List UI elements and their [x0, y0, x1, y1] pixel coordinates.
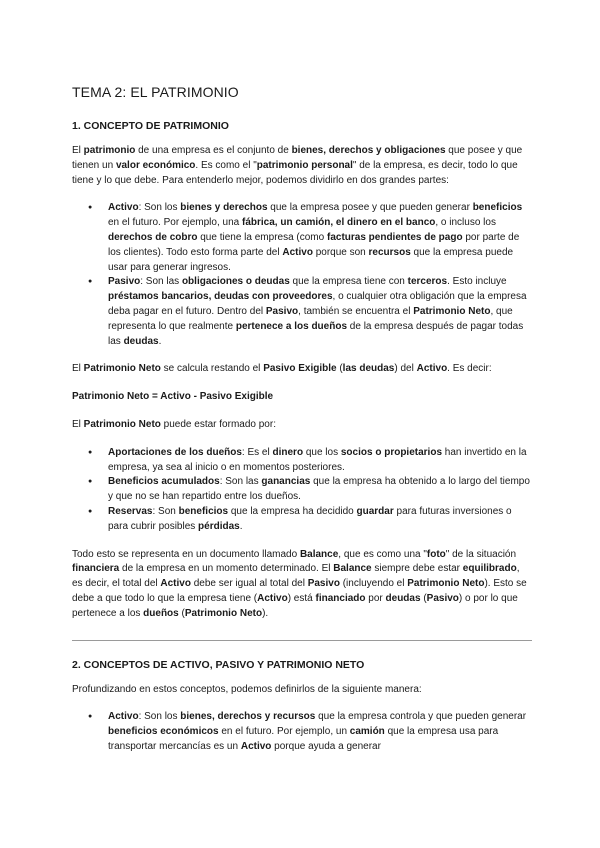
- text-run: " de la situación: [445, 548, 517, 560]
- bold-term: bienes, derechos y recursos: [180, 711, 316, 723]
- bold-term: financiera: [72, 563, 120, 575]
- text-run: que la empresa puede usar para generar ingresos.: [108, 246, 514, 273]
- section-2-intro: Profundizando en estos conceptos, podemos definirlos de la siguiente manera:: [72, 683, 422, 695]
- text-run: que tiene la empresa (como: [197, 231, 327, 243]
- text-run: , es decir, el total del: [72, 563, 520, 590]
- bold-term: Activo: [160, 578, 191, 590]
- bold-term: Pasivo Exigible: [263, 363, 337, 375]
- bold-term: valor económico: [115, 159, 196, 171]
- bold-term: Pasivo: [307, 578, 340, 590]
- bold-term: pertenece a los dueños: [235, 320, 348, 332]
- bold-term: ganancias: [261, 476, 311, 488]
- page-title: TEMA 2: EL PATRIMONIO: [72, 84, 239, 100]
- text-run: . Es decir:: [447, 363, 492, 375]
- bold-term: patrimonio personal: [256, 159, 353, 171]
- text-run: que la empresa tiene con: [289, 276, 408, 288]
- text-run: para futuras inversiones o para cubrir posibles: [108, 505, 512, 532]
- neto-calculation-text: [72, 362, 532, 377]
- text-run: : Son los: [138, 202, 181, 214]
- text-run: ) o por lo que pertenece a los: [72, 592, 518, 619]
- bold-term: Patrimonio Neto: [83, 363, 161, 375]
- neto-formula: Patrimonio Neto = Activo - Pasivo Exigible: [72, 391, 274, 403]
- text-run: , que representa lo que realmente: [108, 305, 513, 332]
- text-run: (incluyendo el: [339, 578, 408, 590]
- bold-term: préstamos bancarios, deudas con proveedores: [108, 291, 333, 303]
- bold-term: dueños: [143, 607, 179, 619]
- bold-term: las deudas: [342, 363, 395, 375]
- text-run: que la empresa ha obtenido a lo largo del tiempo y que no se han repartido entre los dueños.: [108, 476, 530, 503]
- bold-term: Reservas: [108, 505, 153, 517]
- section-divider: [72, 640, 532, 641]
- text-run: . Esto incluye: [447, 276, 507, 288]
- bold-term: recursos: [368, 246, 411, 258]
- bold-term: fábrica, un camión, el dinero en el banco: [241, 217, 436, 229]
- bold-term: Activo: [108, 202, 139, 214]
- bold-term: camión: [349, 726, 385, 738]
- bold-term: Pasivo: [265, 305, 299, 317]
- text-run: . Es como el ": [195, 159, 257, 171]
- bold-term: facturas pendientes de pago: [326, 231, 463, 243]
- text-run: " de la empresa, es decir, todo lo que tiene y lo que debe. Para entenderlo mejor, podemos dividirlo en dos grandes partes:: [72, 159, 518, 186]
- bold-term: deudas: [385, 592, 421, 604]
- text-run: .: [239, 520, 243, 532]
- bold-term: Activo: [257, 592, 288, 604]
- text-run: (: [178, 607, 185, 619]
- text-run: en el futuro. Por ejemplo, un: [218, 726, 350, 738]
- text-run: de una empresa es el conjunto de: [135, 145, 292, 156]
- list-item-activo: [72, 201, 532, 275]
- bold-term: derechos de cobro: [108, 231, 198, 243]
- text-run: que posee y que tienen un: [72, 145, 523, 171]
- text-run: El: [72, 145, 84, 156]
- bold-term: pérdidas: [198, 520, 240, 532]
- text-run: que la empresa ha decidido: [228, 505, 357, 517]
- section-1-intro: [72, 144, 532, 188]
- bold-term: deudas: [123, 335, 159, 347]
- bold-term: Patrimonio Neto: [184, 607, 263, 619]
- bold-term: Balance: [333, 563, 372, 575]
- text-run: siempre debe estar: [371, 563, 463, 575]
- section-1-list: [72, 201, 532, 349]
- balance-paragraph: [72, 548, 532, 622]
- list-item-aportaciones: [72, 446, 532, 476]
- bold-term: Balance: [299, 548, 339, 560]
- text-run: : Son: [152, 505, 179, 517]
- text-run: que los: [303, 446, 341, 458]
- bold-term: Activo: [240, 740, 272, 752]
- text-run: por: [365, 592, 386, 604]
- bold-term: bienes y derechos: [180, 202, 268, 214]
- list-item-pasivo: [72, 275, 532, 349]
- text-run: : Son los: [138, 711, 181, 723]
- text-run: El: [72, 418, 84, 430]
- bold-term: beneficios: [178, 505, 229, 517]
- list-item-beneficios: [72, 475, 532, 505]
- bold-term: equilibrado: [462, 563, 517, 575]
- text-run: , también se encuentra el: [298, 305, 414, 317]
- text-run: porque ayuda a generar: [271, 740, 381, 752]
- bold-term: obligaciones o deudas: [181, 276, 290, 288]
- text-run: Todo esto se representa en un documento llamado: [72, 548, 300, 560]
- text-run: ) está: [287, 592, 316, 604]
- text-run: : Son las: [140, 276, 182, 288]
- text-run: han invertido en la empresa, ya sea al inicio o en momentos posteriores.: [108, 446, 527, 473]
- text-run: , o incluso los: [435, 217, 496, 229]
- bold-term: dinero: [272, 446, 304, 458]
- bold-term: Pasivo: [108, 276, 141, 288]
- text-run: , o cualquier otra obligación que la empresa deba pagar en el futuro. Dentro del: [108, 291, 527, 317]
- text-run: porque son: [312, 246, 369, 258]
- text-run: : Son las: [219, 476, 262, 488]
- bold-term: Beneficios acumulados: [108, 476, 220, 488]
- bold-term: Activo: [416, 363, 448, 375]
- list-item-reservas: [72, 505, 532, 535]
- text-run: debe ser igual al total del: [190, 578, 308, 590]
- bold-term: patrimonio: [83, 145, 136, 156]
- bold-term: beneficios: [472, 202, 523, 214]
- text-run: .: [158, 335, 162, 347]
- text-run: de la empresa en un momento determinado. El: [119, 563, 334, 575]
- bold-term: Patrimonio Neto: [413, 305, 491, 317]
- bold-term: Activo: [282, 246, 313, 258]
- text-run: por parte de los clientes). Todo esto forma parte del: [108, 231, 520, 258]
- bold-term: Aportaciones de los dueños: [108, 446, 242, 458]
- bold-term: terceros: [407, 276, 448, 288]
- bold-term: Pasivo: [426, 592, 459, 604]
- text-run: ) del: [394, 363, 417, 375]
- text-run: El: [72, 363, 84, 375]
- neto-list: [72, 446, 532, 535]
- bold-term: Patrimonio Neto: [407, 578, 485, 590]
- bold-term: beneficios económicos: [108, 726, 219, 738]
- text-run: ). Esto se debe a que todo lo que la empresa tiene (: [72, 578, 527, 604]
- text-run: que la empresa usa para transportar mercancías es un: [108, 726, 499, 752]
- text-run: se calcula restando el: [160, 363, 264, 375]
- section-2-heading: 2. CONCEPTOS DE ACTIVO, PASIVO Y PATRIMONIO NETO: [72, 658, 365, 671]
- bold-term: guardar: [356, 505, 394, 517]
- text-run: (: [336, 363, 343, 375]
- text-run: que la empresa controla y que pueden generar: [315, 711, 527, 723]
- text-run: ).: [262, 607, 269, 619]
- bold-term: bienes, derechos y obligaciones: [291, 145, 446, 156]
- bold-term: Patrimonio Neto: [83, 418, 161, 430]
- list-item-activo-2: [72, 710, 532, 754]
- document-content: [72, 84, 532, 768]
- bold-term: Activo: [108, 711, 139, 723]
- text-run: , que es como una ": [338, 548, 427, 560]
- text-run: en el futuro. Por ejemplo, una: [108, 217, 242, 229]
- text-run: (: [420, 592, 427, 604]
- neto-formed-text: [72, 418, 532, 433]
- text-run: : Es el: [241, 446, 273, 458]
- bold-term: financiado: [315, 592, 366, 604]
- bold-term: foto: [426, 548, 446, 560]
- section-1-heading: 1. CONCEPTO DE PATRIMONIO: [72, 120, 229, 132]
- text-run: puede estar formado por:: [160, 418, 276, 430]
- text-run: que la empresa posee y que pueden generar: [267, 202, 473, 214]
- section-2-list: [72, 710, 532, 754]
- text-run: de la empresa después de pagar todas las: [108, 320, 524, 347]
- bold-term: socios o propietarios: [340, 446, 443, 458]
